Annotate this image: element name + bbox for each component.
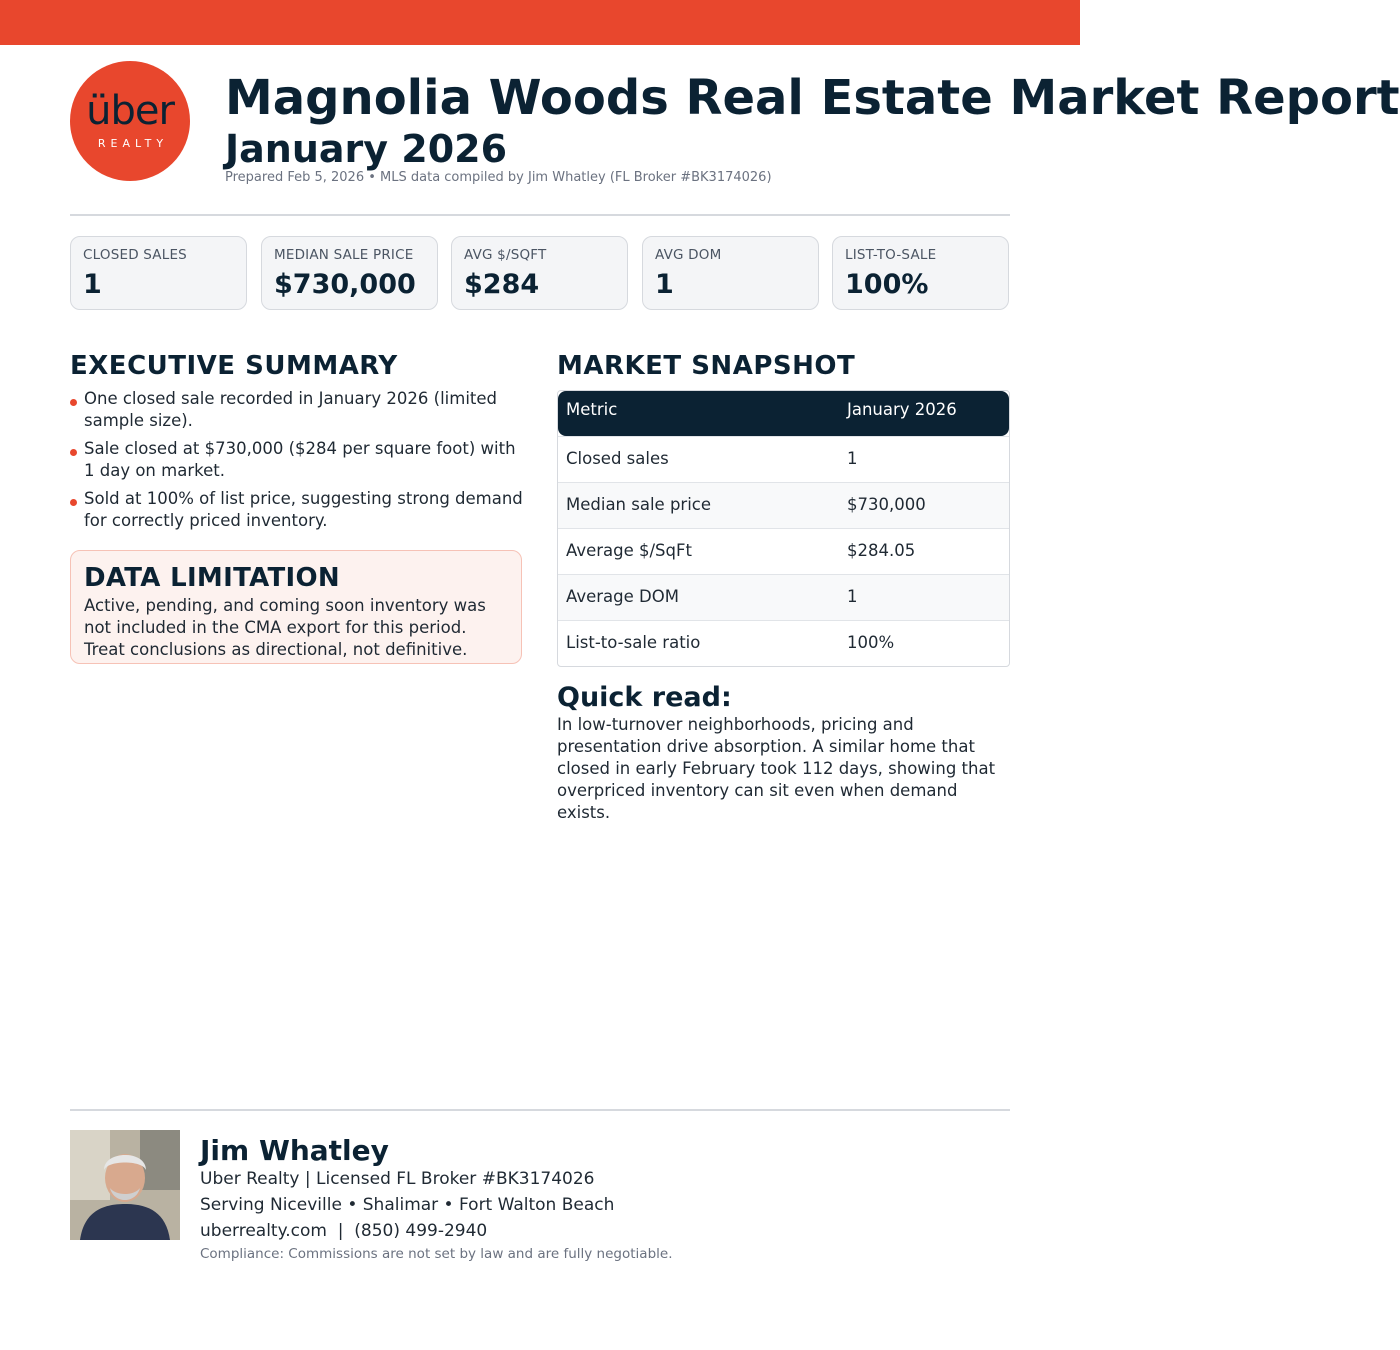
list-item — [70, 438, 530, 482]
table-row — [558, 436, 1009, 482]
column-header-metric: Metric — [566, 400, 618, 419]
market-snapshot-table — [557, 390, 1010, 667]
compliance-note: Compliance: Commissions are not set by law and are fully negotiable. — [200, 1246, 673, 1262]
table-header-row — [558, 391, 1009, 436]
kpi-closed-sales — [70, 236, 247, 310]
limitation-body: Active, pending, and coming soon inventory was not included in the CMA export for this period. Treat conclusions as directional, not definitive. — [84, 596, 486, 659]
table-row — [558, 620, 1009, 666]
agent-avatar — [70, 1130, 180, 1240]
kpi-label: AVG DOM — [655, 247, 722, 263]
agent-contact: uberrealty.com | (850) 499-2940 — [200, 1221, 488, 1241]
bullet-dot-icon — [70, 399, 77, 406]
kpi-avg-price-per-sqft — [451, 236, 628, 310]
kpi-value: 100% — [845, 269, 929, 300]
value-cell: 1 — [847, 449, 858, 468]
summary-bullet-list — [70, 388, 530, 538]
agent-service-area: Serving Niceville • Shalimar • Fort Walton Beach — [200, 1195, 615, 1215]
list-item — [70, 488, 530, 532]
kpi-value: 1 — [83, 269, 102, 300]
report-period: January 2026 — [225, 127, 508, 171]
bullet-dot-icon — [70, 449, 77, 456]
kpi-value: 1 — [655, 269, 674, 300]
report-title-wrap — [225, 70, 1400, 126]
kpi-label: MEDIAN SALE PRICE — [274, 247, 414, 263]
kpi-list-to-sale — [832, 236, 1009, 310]
agent-photo-icon — [70, 1130, 180, 1240]
report-title: Magnolia Woods Real Estate Market Report — [225, 70, 1400, 126]
logo-wordmark: über — [86, 88, 174, 134]
kpi-value: $730,000 — [274, 269, 416, 300]
kpi-avg-dom — [642, 236, 819, 310]
kpi-label: AVG $/SQFT — [464, 247, 547, 263]
metric-cell: Median sale price — [566, 495, 712, 514]
kpi-label: LIST-TO-SALE — [845, 247, 937, 263]
table-row — [558, 574, 1009, 620]
market-snapshot-heading: MARKET SNAPSHOT — [557, 351, 856, 381]
value-cell: $284.05 — [847, 541, 916, 560]
header-divider — [70, 214, 1010, 216]
kpi-value: $284 — [464, 269, 540, 300]
value-cell: 1 — [847, 587, 858, 606]
logo-subtext: REALTY — [97, 137, 169, 150]
limitation-title: DATA LIMITATION — [84, 563, 340, 593]
bullet-text: Sold at 100% of list price, suggesting strong demand for correctly priced inventory. — [84, 489, 523, 530]
kpi-label: CLOSED SALES — [83, 247, 187, 263]
metric-cell: Average $/SqFt — [566, 541, 692, 560]
footer-divider — [70, 1109, 1010, 1111]
uber-realty-logo — [70, 61, 190, 181]
agent-brokerage: Uber Realty | Licensed FL Broker #BK3174026 — [200, 1169, 595, 1189]
table-row — [558, 482, 1009, 528]
value-cell: $730,000 — [847, 495, 926, 514]
bullet-text: One closed sale recorded in January 2026 (limited sample size). — [84, 389, 497, 430]
metric-cell: List-to-sale ratio — [566, 633, 701, 652]
top-accent-bar — [0, 0, 1080, 45]
quick-read-body: In low-turnover neighborhoods, pricing and presentation drive absorption. A similar home that closed in early February took 112 days, showing that overpriced inventory can sit even when demand exists. — [557, 715, 996, 822]
bullet-dot-icon — [70, 499, 77, 506]
prepared-line: Prepared Feb 5, 2026 • MLS data compiled by Jim Whatley (FL Broker #BK3174026) — [225, 170, 772, 185]
quick-read-title: Quick read: — [557, 682, 732, 713]
data-limitation-callout — [70, 550, 522, 664]
metric-cell: Average DOM — [566, 587, 679, 606]
metric-cell: Closed sales — [566, 449, 669, 468]
value-cell: 100% — [847, 633, 895, 652]
list-item — [70, 388, 530, 432]
column-header-period: January 2026 — [847, 400, 957, 419]
table-row — [558, 528, 1009, 574]
executive-summary-heading: EXECUTIVE SUMMARY — [70, 351, 398, 381]
agent-name: Jim Whatley — [200, 1134, 389, 1167]
bullet-text: Sale closed at $730,000 ($284 per square foot) with 1 day on market. — [84, 439, 516, 480]
kpi-median-sale-price — [261, 236, 438, 310]
